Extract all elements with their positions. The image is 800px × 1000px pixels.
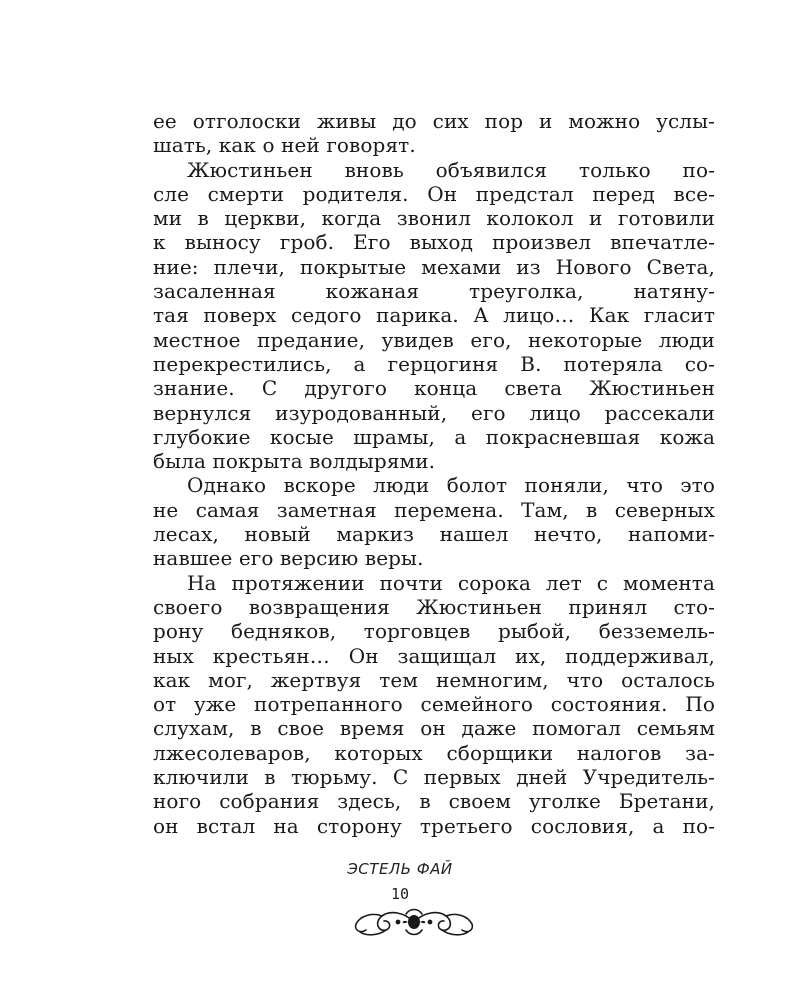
text-line: местное предание, увидев его, некоторые люди: [153, 327, 715, 352]
flourish-ornament-icon: [352, 904, 476, 940]
text-line: как мог, жертвуя тем немногим, что осталось: [153, 667, 715, 692]
text-line: лжесолеваров, которых сборщики налогов за-: [153, 740, 715, 765]
text-line: ее отголоски живы до сих пор и можно услы-: [153, 109, 715, 133]
text-line: Однако вскоре люди болот поняли, что это: [187, 473, 715, 498]
text-line: своего возвращения Жюстиньен принял сто-: [153, 594, 715, 619]
page-number: 10: [390, 885, 410, 903]
text-line: от уже потрепанного семейного состояния. По: [153, 692, 715, 717]
text-line: ми в церкви, когда звонил колокол и готовили: [153, 206, 715, 231]
text-line: рону бедняков, торговцев рыбой, безземель-: [153, 619, 715, 644]
text-line: ного собрания здесь, в своем уголке Бретани,: [153, 789, 715, 814]
text-line: к выносу гроб. Его выход произвел впечатле-: [153, 230, 715, 255]
text-line: шать, как о ней говорят.: [153, 133, 416, 158]
text-line: перекрестились, а герцогиня В. потеряла со-: [153, 351, 715, 376]
text-line: тая поверх седого парика. А лицо… Как гласит: [153, 303, 715, 328]
text-line: Жюстиньен вновь объявился только по-: [187, 157, 715, 182]
text-line: На протяжении почти сорока лет с момента: [187, 570, 715, 595]
body-text: [153, 109, 715, 838]
text-line: засаленная кожаная треуголка, натяну-: [153, 279, 715, 304]
text-line: знание. С другого конца света Жюстиньен: [153, 376, 715, 401]
text-line: лесах, новый маркиз нашел нечто, напоми-: [153, 522, 715, 547]
text-line: навшее его версию веры.: [153, 546, 424, 571]
text-line: глубокие косые шрамы, а покрасневшая кожа: [153, 424, 715, 449]
running-footer-author: ЭСТЕЛЬ ФАЙ: [347, 860, 453, 878]
text-line: он встал на сторону третьего сословия, а по-: [153, 813, 715, 838]
text-line: ключили в тюрьму. С первых дней Учредитель-: [153, 765, 715, 790]
text-line: вернулся изуродованный, его лицо рассекали: [153, 400, 715, 425]
text-line: сле смерти родителя. Он предстал перед все-: [153, 181, 715, 206]
text-line: не самая заметная перемена. Там, в северных: [153, 497, 715, 522]
text-line: ние: плечи, покрытые мехами из Нового Света,: [153, 254, 715, 279]
text-line: была покрыта волдырями.: [153, 449, 436, 474]
text-line: ных крестьян… Он защищал их, поддерживал,: [153, 643, 715, 668]
text-line: слухам, в свое время он даже помогал семьям: [153, 716, 715, 741]
